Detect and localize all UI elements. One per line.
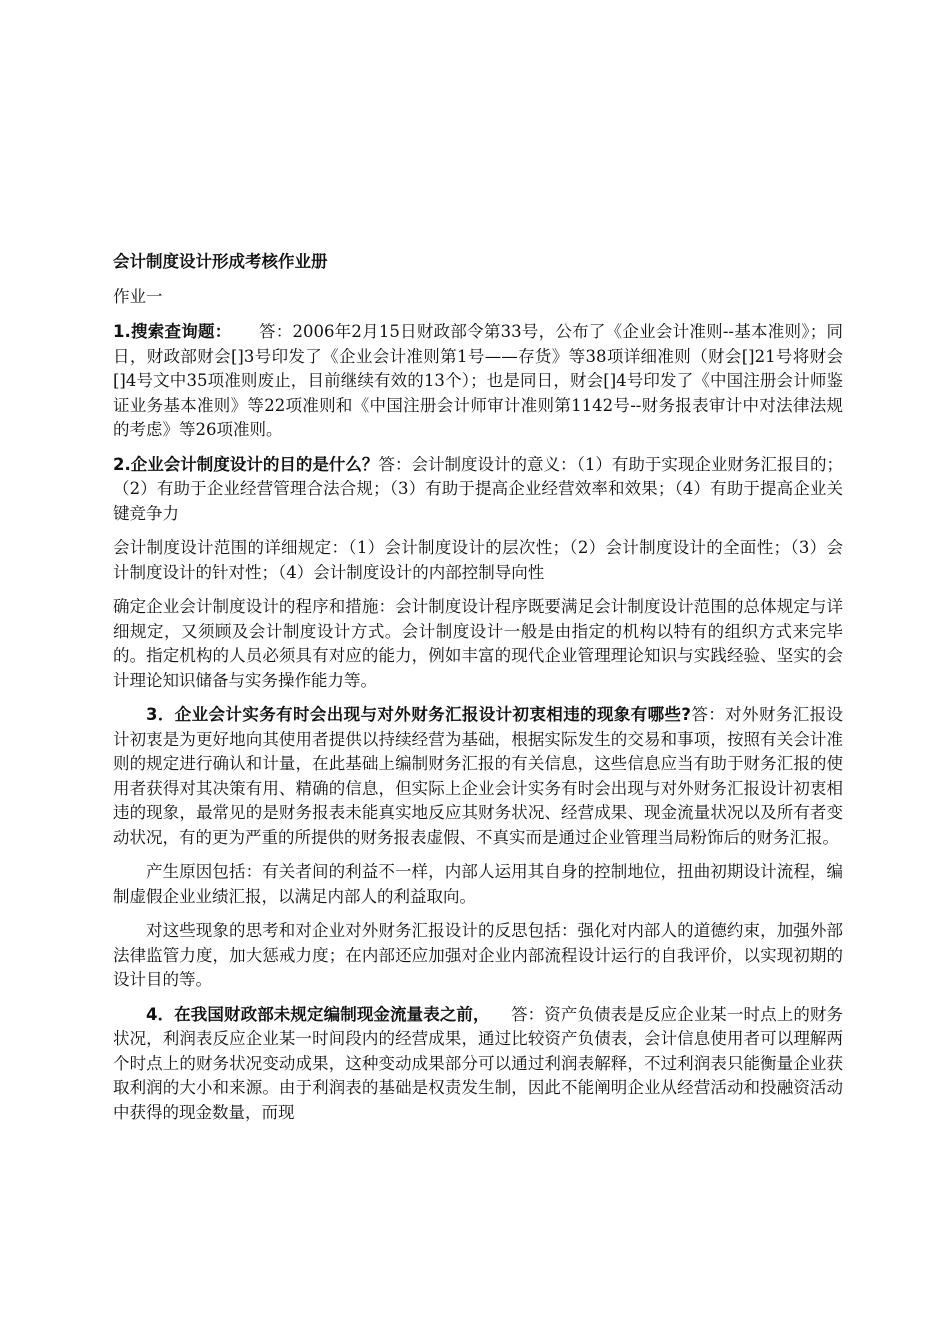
q1-paragraph — [113, 320, 843, 443]
q4-answer: 答：资产负债表是反应企业某一时点上的财务状况，利润表反应企业某一时间段内的经营成果，通过比较资产负债表，会计信息使用者可以理解两个时点上的财务状况变动成果，这种变动成果部分可以通过利润表解释，不过利润表只能衡量企业获取利润的大小和来源。由于利润表的基础是权责发生制，因此不能阐明企业从经营活动和投融资活动中获得的现金数量，而现 — [113, 1004, 844, 1122]
document-page — [113, 250, 843, 1135]
q1-answer: 答：2006年2月15日财政部令第33号，公布了《企业会计准则--基本准则》；同日，财政部财会[]3号印发了《企业会计准则第1号——存货》等38项详细准则（财会[]21号将财会[]4号文中35项准则废止，目前继续有效的13个）；也是同日，财会[]4号印发了《中国注册会计师鉴证业务基本准则》等22项准则和《中国注册会计师审计准则第1142号--财务报表审计中对法律法规的考虑》等26项准则。 — [113, 322, 843, 439]
q3-paragraph — [113, 703, 843, 850]
q4-paragraph — [113, 1003, 843, 1126]
q1-heading: 1.搜索查询题： — [113, 322, 232, 341]
q3-causes-paragraph: 产生原因包括：有关者间的利益不一样，内部人运用其自身的控制地位，扭曲初期设计流程，编制虚假企业业绩汇报，以满足内部人的利益取向。 — [113, 862, 843, 906]
document-title: 会计制度设计形成考核作业册 — [113, 252, 328, 271]
q2-heading: 2.企业会计制度设计的目的是什么？ — [113, 454, 379, 474]
q3-answer: 答：对外财务汇报设计初衷是为更好地向其使用者提供以持续经营为基础，根据实际发生的交易和事项，按照有关会计准则的规定进行确认和计量，在此基础上编制财务汇报的有关信息，这些信息应当有助于财务汇报的使用者获得对其决策有用、精确的信息，但实际上企业会计实务有时会出现与对外财务汇报设计初衷相违的现象，最常见的是财务报表未能真实地反应其财务状况、经营成果、现金流量状况以及所有者变动状况，有的更为严重的所提供的财务报表虚假、不真实而是通过企业管理当局粉饰后的财务汇报。 — [113, 705, 843, 847]
q3-heading: 3．企业会计实务有时会出现与对外财务汇报设计初衷相违的现象有哪些? — [146, 705, 691, 724]
q2-procedure-paragraph: 确定企业会计制度设计的程序和措施：会计制度设计程序既要满足会计制度设计范围的总体规定与详细规定，又须顾及会计制度设计方式。会计制度设计一般是由指定的机构以特有的组织方式来完毕的。指定机构的人员必须具有对应的能力，例如丰富的现代企业管理理论知识与实践经验、坚实的会计理论知识储备与实务操作能力等。 — [113, 597, 843, 690]
q2-paragraph — [113, 453, 843, 527]
q2-scope-paragraph: 会计制度设计范围的详细规定：（1）会计制度设计的层次性；（2）会计制度设计的全面性；（3）会计制度设计的针对性；（4）会计制度设计的内部控制导向性 — [113, 538, 843, 582]
section-label: 作业一 — [113, 287, 163, 306]
q4-heading: 4．在我国财政部未规定编制现金流量表之前， — [146, 1004, 490, 1024]
q2-answer: 答：会计制度设计的意义：（1）有助于实现企业财务汇报目的；（2）有助于企业经营管理合法合规；（3）有助于提高企业经营效率和效果；（4）有助于提高企业关键竞争力 — [113, 454, 844, 523]
q3-reflection-paragraph: 对这些现象的思考和对企业对外财务汇报设计的反思包括：强化对内部人的道德约束，加强外部法律监管力度，加大惩戒力度；在内部还应加强对企业内部流程设计运行的自我评价，以实现初期的设计目的等。 — [113, 921, 843, 989]
